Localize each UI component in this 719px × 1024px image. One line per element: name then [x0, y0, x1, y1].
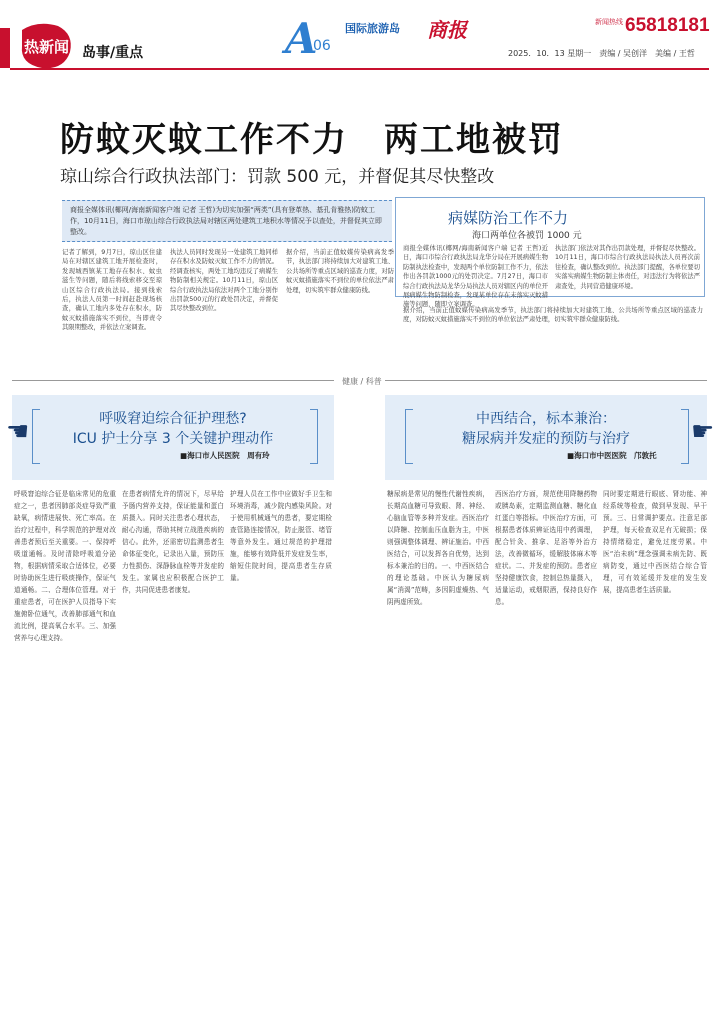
page-headline: 防蚊灭蚊工作不力 两工地被罚	[60, 120, 564, 160]
dateline: 2025．10．13 星期一 责编 / 吴创洋 美编 / 王哲	[508, 49, 695, 58]
lead-story-col-1: 记者了解到，9月7日，琼山区住建局在对辖区建筑工地开展检查时，发现城西镇某工地存在积水、蚊虫滋生等问题，随后将线索移交至琼山区综合行政执法局。接到线索后，执法人员第一时间赶赴现场核查，确认工地内多处存在积水，防蚊灭蚊措施落实不到位，当即责令其限期整改，并依法立案调查。	[62, 249, 162, 332]
hand-icon: ☚	[6, 417, 30, 447]
section-rule-left	[12, 380, 334, 381]
page-number: 06	[313, 38, 331, 54]
lead-story-col-2: 执法人员同时发现另一处建筑工地同样存在积水及防蚊灭蚊工作不力的情况。经调查核实，两处工地均违反了病媒生物防制相关规定。10月11日，琼山区综合行政执法局依法对两个工地分别作出罚款500元的行政处罚决定，并督促其尽快整改到位。	[170, 249, 278, 313]
right-article-byline: ■海口市中医医院 邝敦托	[567, 451, 657, 460]
left-article-col-3: 护理人员在工作中应做好手卫生和环境消毒，减少院内感染风险。对于使用机械通气的患者，要定期检查管路连接情况，防止脱管、堵管等意外发生。通过规范的护理措施，能够有效降低并发症发生率，缩短住院时间，提高患者生存质量。	[230, 490, 332, 582]
hotline-number: 65818181	[625, 15, 710, 36]
left-article-header	[6, 395, 334, 480]
right-article-col-3: 同时要定期进行眼底、肾功能、神经系统等检查，做到早发现、早干预。三、日常调护要点。注意足部护理，每天检查双足有无破损；保持情绪稳定，避免过度劳累。中医“治未病”理念强调未病先防、既病防变，通过中西医结合综合管理，可有效延缓并发症的发生发展，提高患者生活质量。	[603, 490, 707, 594]
sidebar-title: 病媒防治工作不力	[448, 209, 569, 227]
right-article-col-1: 糖尿病是常见的慢性代谢性疾病，长期高血糖可导致眼、肾、神经、心脑血管等多种并发症。西医治疗以降糖、控制血压血脂为主，中医则强调整体调理、辨证施治。中西医结合，可以发挥各自优势，达到标本兼治的目的。一、中西医结合的理论基础。中医认为糖尿病属“消渴”范畴，多因阴虚燥热、气阴两虚所致。	[387, 490, 489, 606]
right-article-col-2: 西医治疗方面，规范使用降糖药物或胰岛素，定期监测血糖、糖化血红蛋白等指标。中医治疗方面，可根据患者体质辨证选用中药调理，配合针灸、推拿、足浴等外治方法，改善微循环，缓解肢体麻木等症状。二、并发症的预防。患者应坚持健康饮食，控制总热量摄入，适量运动，戒烟限酒，保持良好作息。	[495, 490, 597, 606]
logo-text: 热新闻	[24, 38, 70, 56]
right-article-title-line-1: 中西结合，标本兼治：	[476, 411, 616, 427]
right-article-title-line-2: 糖尿病并发症的预防与治疗	[462, 431, 630, 447]
lead-paragraph: 商报全媒体讯(椰网/海南新闻客户端 记者 王哲)为切实加强“两类”(具有登革热、基孔肯雅热)防蚊工作，10月11日，海口市琼山综合行政执法局对辖区两处建筑工地积水等情况予以查处，并督促其立即整改。	[62, 200, 392, 242]
page-letter: A	[285, 14, 318, 63]
hand-icon: ☛	[691, 417, 715, 447]
sidebar-subtitle: 海口两单位各被罚 1000 元	[472, 231, 582, 241]
lead-story-col-3: 据介绍，当前正值蚊媒传染病高发季节，执法部门将持续加大对建筑工地、公共场所等重点区域的巡查力度，对防蚊灭蚊措施落实不到位的单位依法严肃处理，切实筑牢群众健康防线。	[286, 249, 394, 294]
paper-logo	[18, 20, 76, 72]
section-rule-right	[385, 380, 707, 381]
left-article-title-line-2: ICU 护士分享 3 个关键护理动作	[72, 431, 274, 447]
lead-story-continued: 据介绍，当前正值蚊媒传染病高发季节，执法部门将持续加大对建筑工地、公共场所等重点区域的巡查力度，对防蚊灭蚊措施落实不到位的单位依法严肃处理，切实筑牢群众健康防线。	[403, 307, 703, 324]
paper-name-large: 商报	[427, 18, 467, 42]
sidebar-col-1: 商报全媒体讯(椰网/海南新闻客户端 记者 王哲)近日，海口市综合行政执法局龙华分局在开展病媒生物防制执法检查中，发现两个单位防制工作不力，依法作出各罚款1000元的处罚决定。7月27日，海口市综合行政执法局龙华分局执法人员对辖区内的单位开展病媒生物防制检查，发现某单位存在未落实灭蚊措施等问题，随即立案调查。	[403, 245, 548, 309]
page-subheadline: 琼山综合行政执法部门：罚款 500 元，并督促其尽快整改	[60, 167, 495, 187]
masthead-rule	[10, 68, 709, 70]
section-rule-label: 健康 / 科普	[342, 377, 382, 386]
left-article-col-2: 在患者病情允许的情况下，尽早给予肠内营养支持，保证能量和蛋白质摄入。同时关注患者心理状态，耐心沟通，帮助其树立战胜疾病的信心。此外，还需密切监测患者生命体征变化，记录出入量，预防压力性损伤、深静脉血栓等并发症的发生。家属也应积极配合医护工作，共同促进患者康复。	[122, 490, 224, 594]
paper-name-small: 国际旅游岛	[345, 22, 400, 35]
sidebar-col-2: 执法部门依法对其作出罚款处理，并督促尽快整改。10月11日，海口市综合行政执法局执法人员再次前往检查，确认整改到位。执法部门提醒，各单位要切实落实病媒生物防制主体责任，对违法行为将依法严肃查处，共同营造健康环境。	[555, 245, 700, 290]
left-article-col-1: 呼吸窘迫综合征是临床常见的危重症之一，患者因肺部炎症导致严重缺氧，病情进展快、死亡率高。在治疗过程中，科学规范的护理对改善患者预后至关重要。一、保持呼吸道通畅。及时清除呼吸道分泌物，根据病情采取合适体位，必要时协助医生进行吸痰操作，保证气道通畅。二、合理体位管理。对于重症患者，可在医护人员指导下实施俯卧位通气，改善肺部通气和血流比例，提高氧合水平。三、加强营养与心理支持。	[14, 490, 116, 642]
left-article-title-line-1: 呼吸窘迫综合征护理愁?	[99, 411, 247, 427]
masthead-red-band	[0, 28, 10, 68]
section-title: 岛事/重点	[82, 45, 144, 61]
hotline-label: 新闻热线	[595, 18, 623, 26]
right-article-header	[385, 395, 715, 480]
left-article-byline: ■海口市人民医院 周有玲	[180, 451, 270, 460]
